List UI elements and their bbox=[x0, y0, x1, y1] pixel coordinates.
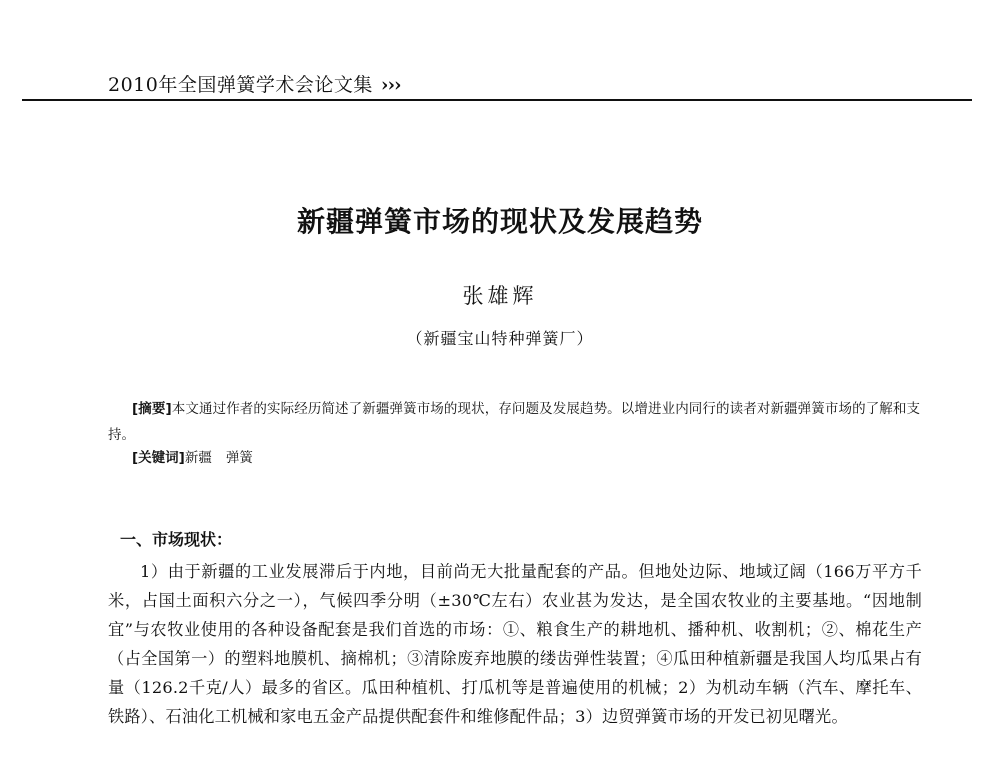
keywords bbox=[132, 448, 267, 468]
abstract bbox=[108, 396, 920, 448]
section-heading: 一、市场现状： bbox=[120, 530, 233, 549]
paper-affiliation: （新疆宝山特种弹簧厂） bbox=[406, 329, 594, 348]
triple-chevron-icon: ››› bbox=[380, 74, 401, 96]
running-header bbox=[108, 70, 401, 97]
abstract-text: 本文通过作者的实际经历简述了新疆弹簧市场的现状，存问题及发展趋势。以增进业内同行的读者对新疆弹簧市场的了解和支持。 bbox=[108, 401, 921, 443]
keyword-item: 新疆 bbox=[184, 450, 212, 466]
keywords-label: [关键词] bbox=[132, 450, 185, 466]
keyword-item: 弹簧 bbox=[225, 450, 253, 466]
paper-author: 张雄辉 bbox=[462, 284, 538, 308]
header-rule bbox=[22, 99, 972, 101]
paper-title: 新疆弹簧市场的现状及发展趋势 bbox=[296, 205, 703, 238]
abstract-label: [摘要] bbox=[132, 401, 172, 417]
section-paragraph: 1）由于新疆的工业发展滞后于内地，目前尚无大批量配套的产品。但地处边际、地域辽阔（166万平方千米，占国土面积六分之一），气候四季分明（±30℃左右）农业甚为发达，是全国农牧业的主要基地。“因地制宜”与农牧业使用的各种设备配套是我们首选的市场：①、粮食生产的耕地机、播种机、收割机；②、棉花生产（占全国第一）的塑料地膜机、摘棉机；③清除废弃地膜的缕齿弹性装置；④瓜田种植新疆是我国人均瓜果占有量（126.2千克/人）最多的省区。瓜田种植机、打瓜机等是普遍使用的机械；2）为机动车辆（汽车、摩托车、铁路）、石油化工机械和家电五金产品提供配套件和维修配件品；3）边贸弹簧市场的开发已初见曙光。 bbox=[108, 562, 922, 726]
running-header-title: 2010年全国弹簧学术会论文集 bbox=[108, 74, 373, 96]
